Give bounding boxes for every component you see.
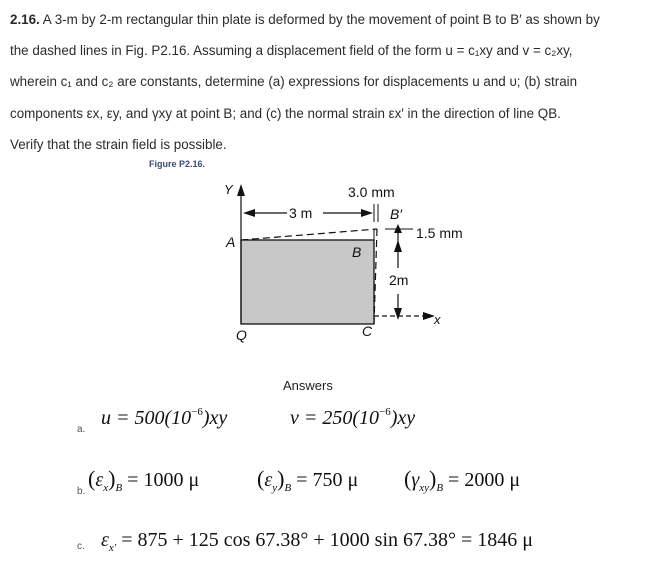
y-axis-arrow <box>237 184 245 196</box>
ex-prime-expression: = 875 + 125 cos 67.38° + 1000 sin 67.38° = 1846 μ <box>121 529 534 551</box>
problem-line-2: the dashed lines in Fig. P2.16. Assuming a displacement field of the form u = c₁xy and v = c₂xy, <box>10 43 573 59</box>
plate-figure <box>215 176 463 346</box>
problem-line-5: Verify that the strain field is possible. <box>10 136 227 152</box>
point-q-label: Q <box>236 327 247 343</box>
gxy-value: = 2000 μ <box>448 469 521 491</box>
figure-caption: Figure P2.16. <box>149 159 206 169</box>
answer-a <box>0 400 665 440</box>
answer-b <box>0 464 665 504</box>
answer-a-v <box>290 406 415 430</box>
strain-ey: $(\varepsilon_y)_B = 750$ μ <box>257 466 359 494</box>
u-tail: )xy <box>202 407 228 429</box>
height-arrow-bottom <box>394 308 402 320</box>
problem-statement <box>10 4 655 160</box>
ey-value: = 750 μ <box>296 469 359 491</box>
height-arrow-top <box>394 240 402 252</box>
gxy-point: B <box>436 482 444 494</box>
point-b-label: B <box>352 244 362 260</box>
y-axis-label: Y <box>224 182 233 197</box>
dx-label: 3.0 mm <box>348 184 395 200</box>
answer-a-letter: a. <box>77 424 86 435</box>
problem-line-4: components εx, εy, and γxy at point B; and (c) the normal strain εx′ in the direction of line QB. <box>10 105 561 121</box>
gxy-sub: xy <box>419 482 429 494</box>
width-label: 3 m <box>289 205 313 221</box>
point-a-label: A <box>226 234 236 250</box>
ex-sub: x <box>103 482 109 494</box>
v-expression: v = 250(10 <box>290 407 380 429</box>
height-label: 2m <box>389 272 409 288</box>
problem-number: 2.16. <box>10 12 40 27</box>
ex-symbol: ε <box>95 469 104 491</box>
problem-text-1: A 3-m by 2-m rectangular thin plate is deformed by the movement of point B to B′ as shown by <box>42 12 600 27</box>
ey-point: B <box>284 482 292 494</box>
answer-b-letter: b. <box>77 486 86 497</box>
width-arrow-left <box>243 209 255 217</box>
u-exponent: −6 <box>191 406 203 418</box>
x-axis-label: x <box>434 312 441 327</box>
ex-prime-symbol: ε <box>101 529 109 551</box>
problem-line-3: wherein c₁ and c₂ are constants, determine (a) expressions for displacements u and υ; (b) strain <box>10 74 578 90</box>
ex-value: = 1000 μ <box>127 469 200 491</box>
v-exponent: −6 <box>379 406 391 418</box>
gxy-symbol: γ <box>411 469 420 491</box>
ex-prime-sub: x′ <box>108 542 117 554</box>
answers-title: Answers <box>283 378 333 393</box>
ex-point: B <box>115 482 123 494</box>
strain-ex-prime <box>101 529 533 554</box>
deformed-top-edge <box>241 229 377 240</box>
strain-gxy: $(\gamma_{xy})_B = 2000$ μ <box>404 466 521 494</box>
v-tail: )xy <box>390 407 416 429</box>
ey-sub: y <box>272 482 278 494</box>
problem-line-1 <box>10 4 655 35</box>
strain-ex: $(\varepsilon_x)_B = 1000$ μ <box>88 466 200 494</box>
ey-symbol: ε <box>264 469 273 491</box>
dy-label: 1.5 mm <box>416 225 463 241</box>
u-expression: u = 500(10 <box>101 407 192 429</box>
point-c-label: C <box>362 323 373 339</box>
answer-c <box>0 527 665 567</box>
b-prime-label: B′ <box>390 206 402 222</box>
width-arrow-right <box>361 209 373 217</box>
answer-a-u <box>101 406 227 430</box>
answer-c-letter: c. <box>77 541 85 552</box>
